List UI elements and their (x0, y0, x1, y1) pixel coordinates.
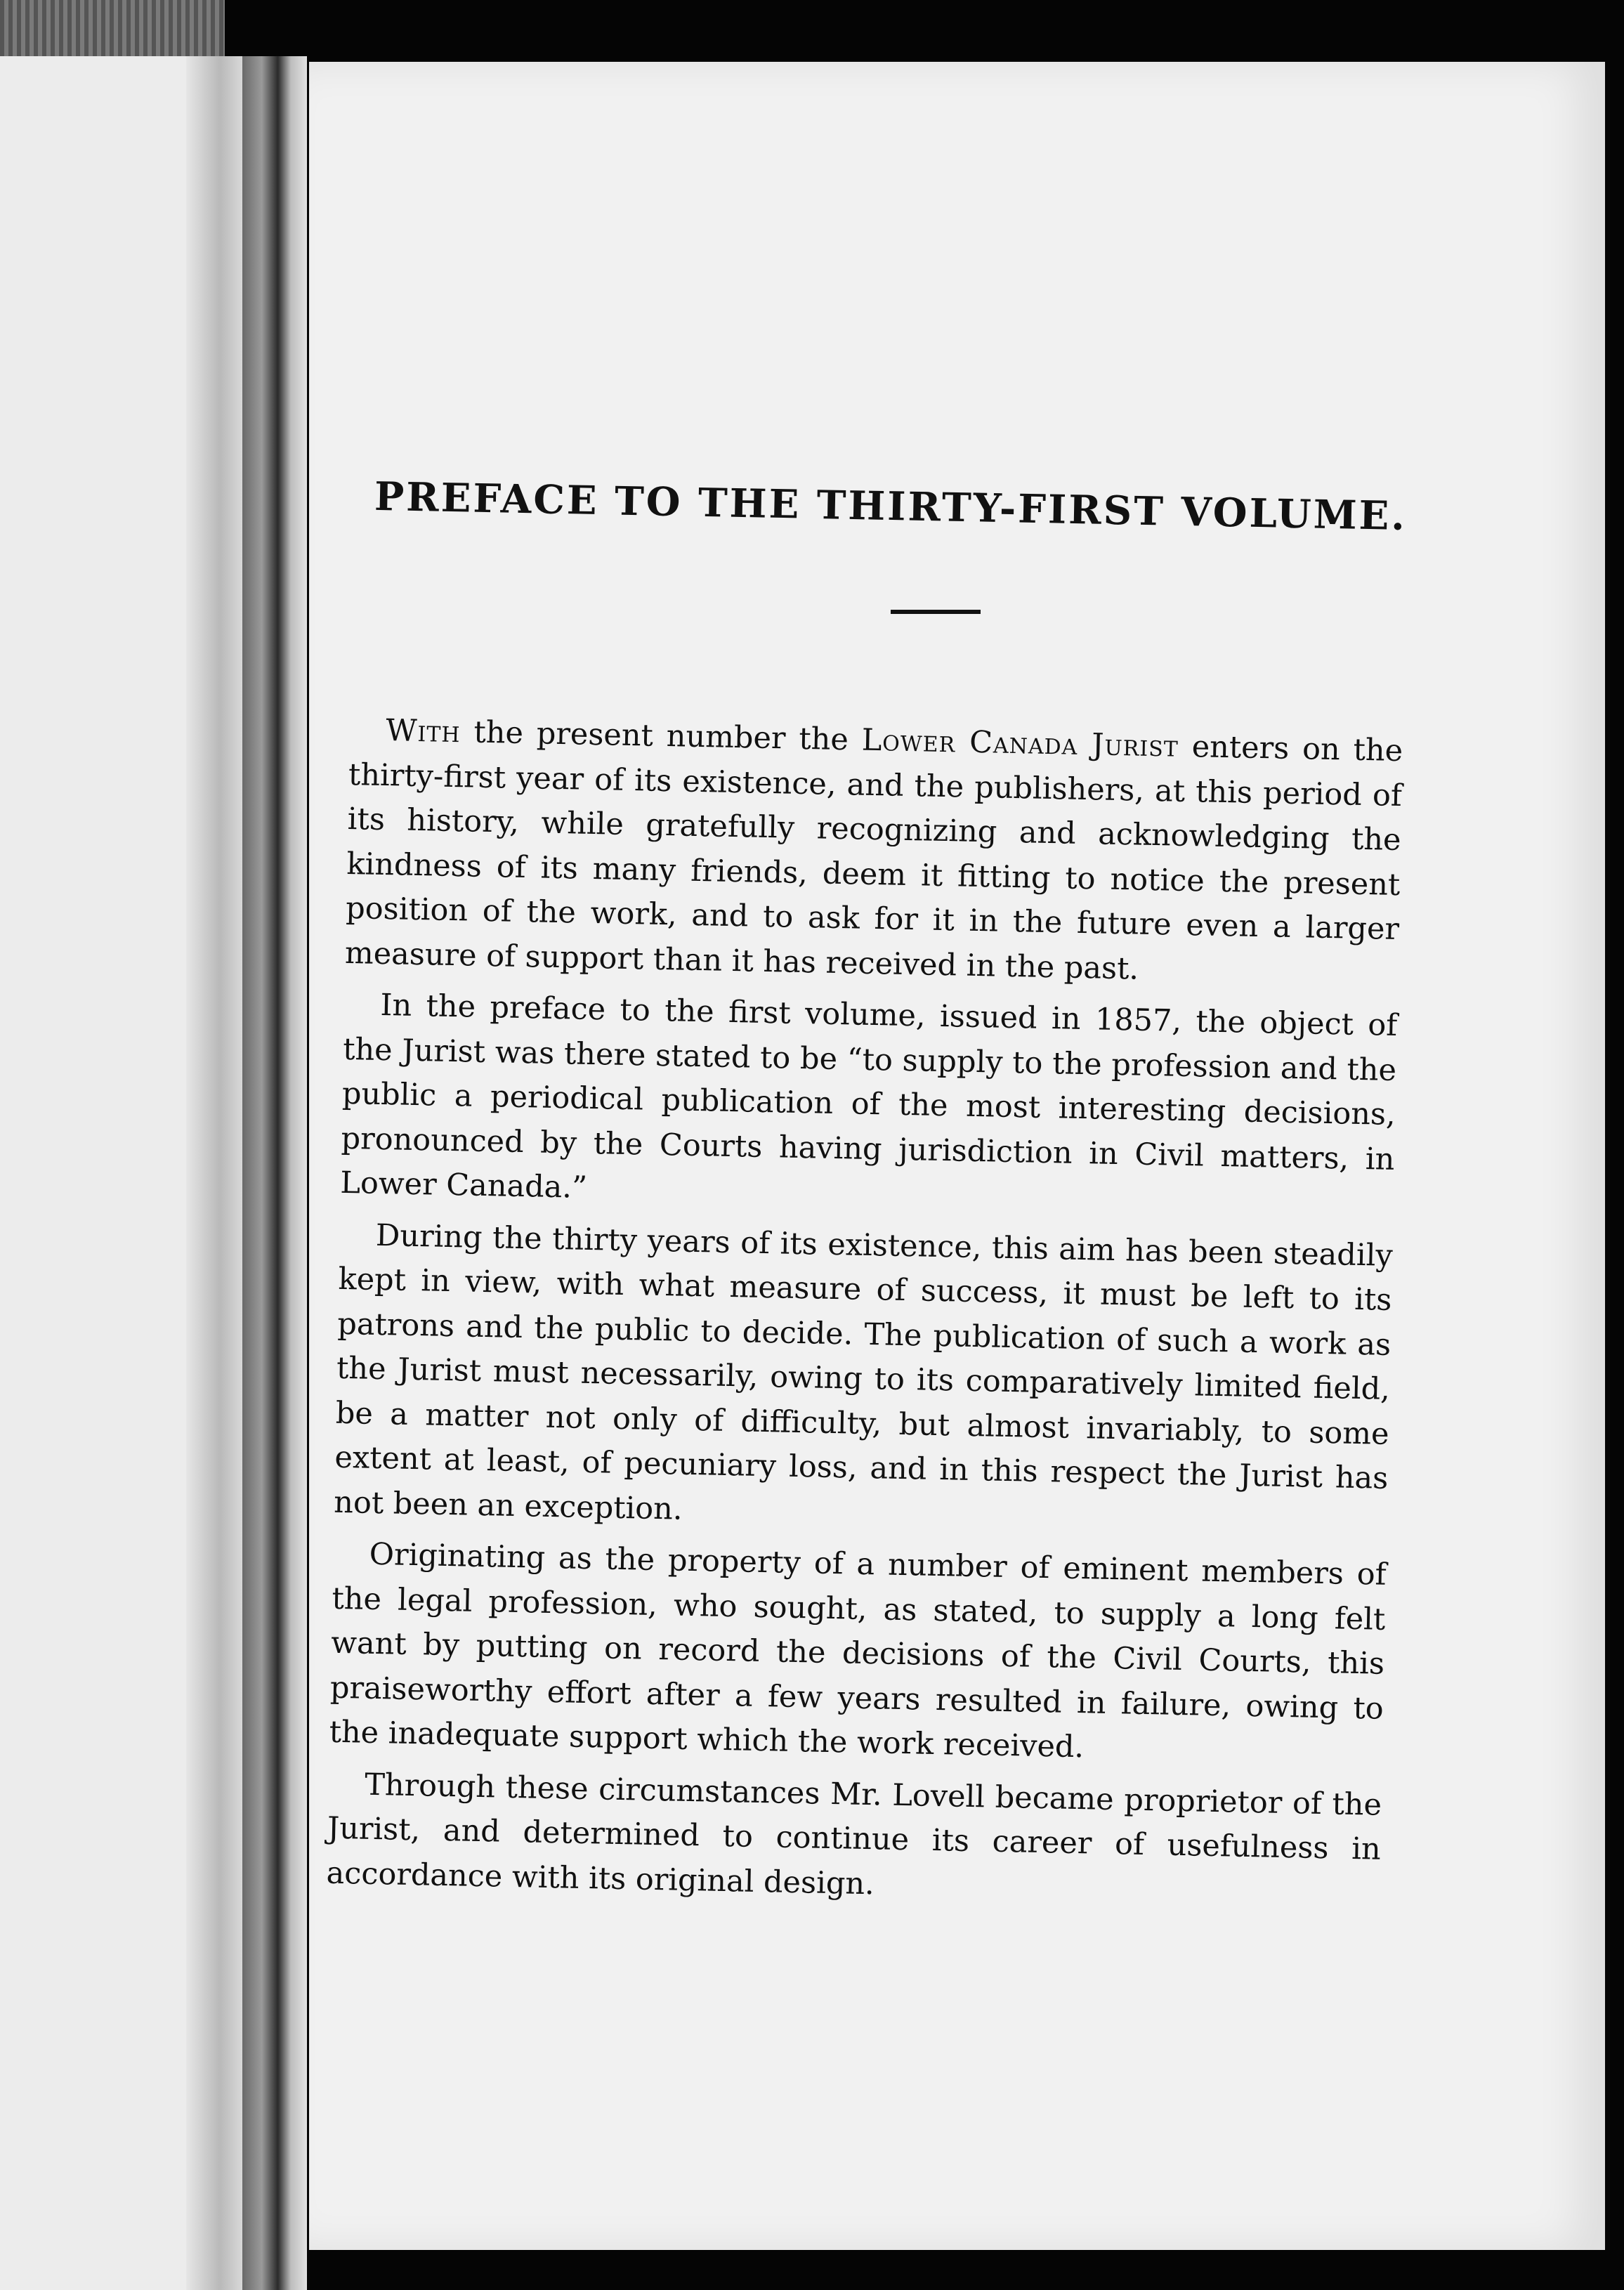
book-binding (242, 56, 307, 2290)
paragraph-1 (344, 708, 1403, 997)
paragraph-4: Originating as the property of a number of eminent members of the legal profession, who sought, as stated, to supply a long felt want by putting on record the decisions of the Civil Courts, this praiseworthy effort after a few years resulted in failure, owing to the inadequate support which the work received. (329, 1536, 1387, 1765)
paragraph-5: Through these circumstances Mr. Lovell became proprietor of the Jurist, and determined to continue its career of usefulness in accordance with its original design. (326, 1767, 1382, 1902)
preface-body (326, 708, 1403, 1924)
paragraph-2: In the preface to the first volume, issued in 1857, the object of the Jurist was there stated to be “to supply to the profession and the public a periodical publication of the most interesting decisions, pronounced by the Courts having jurisdiction in Civil matters, in Lower Canada.” (339, 987, 1398, 1205)
page-title: PREFACE TO THE THIRTY-FIRST VOLUME. (374, 473, 1408, 540)
facing-page-shadow (186, 56, 242, 2290)
paragraph-lead: With (385, 713, 461, 750)
journal-name: Lower Canada Jurist (861, 722, 1179, 764)
book-page (309, 62, 1605, 2250)
title-rule (891, 610, 981, 614)
paragraph-text: the present number the (460, 714, 863, 758)
paragraph-3: During the thirty years of its existence, this aim has been steadily kept in view, with what measure of success, it must be left to its patrons and the public to decide. The publication of such a work as the Jurist must necessarily, owing to its comparatively limited field, be a matter not only of difficulty, but almost invariably, to some extent at least, of pecuniary loss, and in this respect the Jurist has not been an exception. (333, 1217, 1394, 1527)
book-edge-top (0, 0, 225, 56)
paragraph-text: enters on the thirty-first year of its existence, and the publishers, at this period of its history, while gratefully recognizing and acknowledging the kindness of its many friends, deem it fitting to notice the present position of the work, and to ask for it in the future even a larger measure of support than it has received in the past. (344, 728, 1403, 987)
